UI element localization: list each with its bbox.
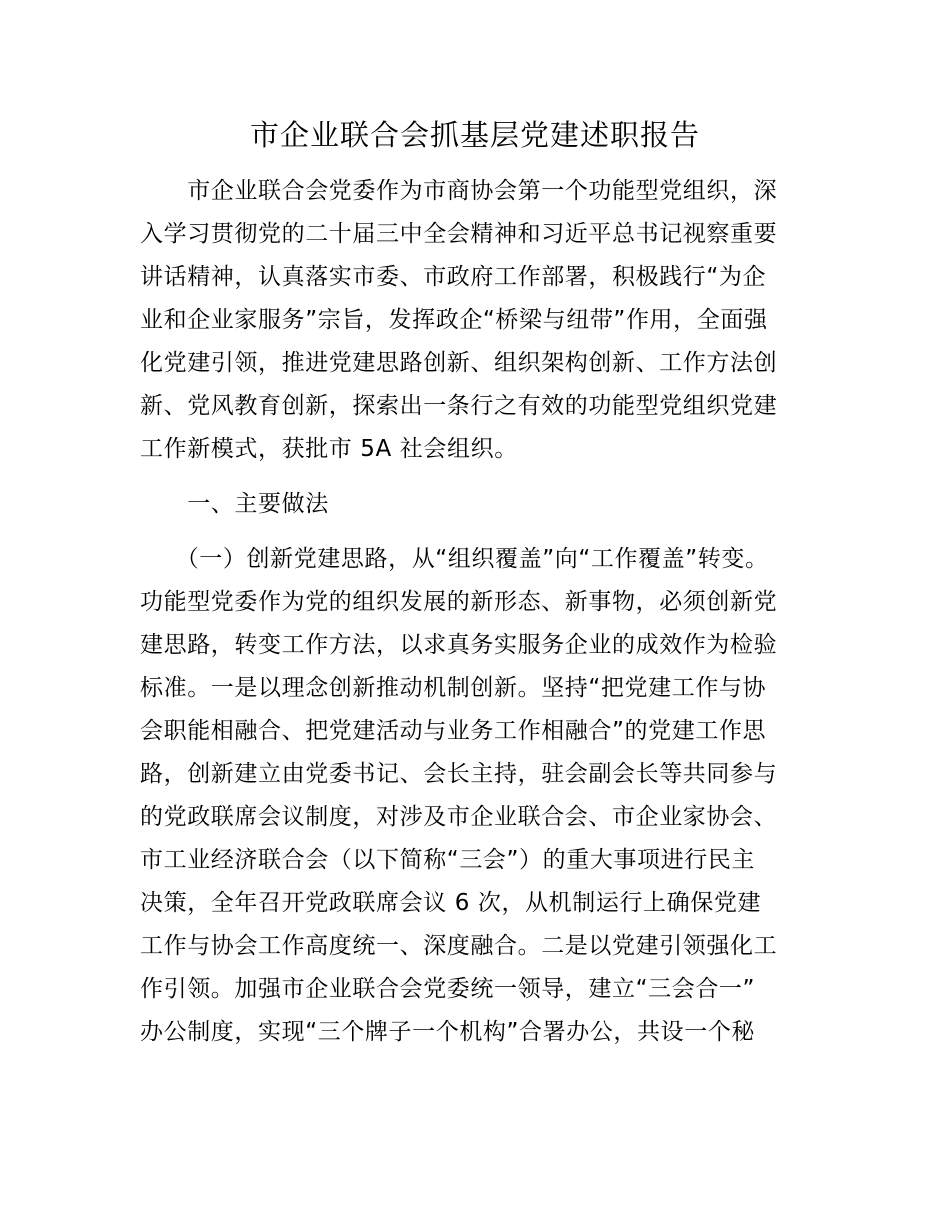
paragraph-line: 功能型党委作为党的组织发展的新形态、新事物，必须创新党 xyxy=(140,589,778,615)
paragraph-line: 市企业联合会党委作为市商协会第一个功能型党组织，深 xyxy=(140,178,778,204)
paragraph-line: 新、党风教育创新，探索出一条行之有效的功能型党组织党建 xyxy=(140,393,778,419)
paragraph-line: 作引领。加强市企业联合会党委统一领导，建立“三会合一” xyxy=(140,976,756,1002)
paragraph-line: （一）创新党建思路，从“组织覆盖”向“工作覆盖”转变。 xyxy=(140,546,769,572)
paragraph-line: 会职能相融合、把党建活动与业务工作相融合”的党建工作思 xyxy=(140,718,767,744)
section-heading: 一、主要做法 xyxy=(140,491,329,517)
paragraph-line: 业和企业家服务”宗旨，发挥政企“桥梁与纽带”作用，全面强 xyxy=(140,307,768,333)
paragraph-line: 的党政联席会议制度，对涉及市企业联合会、市企业家协会、 xyxy=(140,804,778,830)
paragraph-line: 讲话精神，认真落实市委、市政府工作部署，积极践行“为企 xyxy=(140,264,767,290)
paragraph-line: 决策，全年召开党政联席会议 6 次，从机制运行上确保党建 xyxy=(140,890,762,916)
paragraph-line: 路，创新建立由党委书记、会长主持，驻会副会长等共同参与 xyxy=(140,761,778,787)
paragraph-line: 工作新模式，获批市 5A 社会组织。 xyxy=(140,436,518,462)
paragraph-line: 工作与协会工作高度统一、深度融合。二是以党建引领强化工 xyxy=(140,933,778,959)
paragraph-line: 标准。一是以理念创新推动机制创新。坚持“把党建工作与协 xyxy=(140,675,767,701)
paragraph-line: 化党建引领，推进党建思路创新、组织架构创新、工作方法创 xyxy=(140,350,778,376)
paragraph-line: 办公制度，实现“三个牌子一个机构”合署办公，共设一个秘 xyxy=(140,1019,756,1045)
paragraph-line: 入学习贯彻党的二十届三中全会精神和习近平总书记视察重要 xyxy=(140,221,778,247)
paragraph-line: 建思路，转变工作方法，以求真务实服务企业的成效作为检验 xyxy=(140,632,778,658)
paragraph-line: 市工业经济联合会（以下简称“三会”）的重大事项进行民主 xyxy=(140,847,756,873)
document-title: 市企业联合会抓基层党建述职报告 xyxy=(249,118,700,152)
